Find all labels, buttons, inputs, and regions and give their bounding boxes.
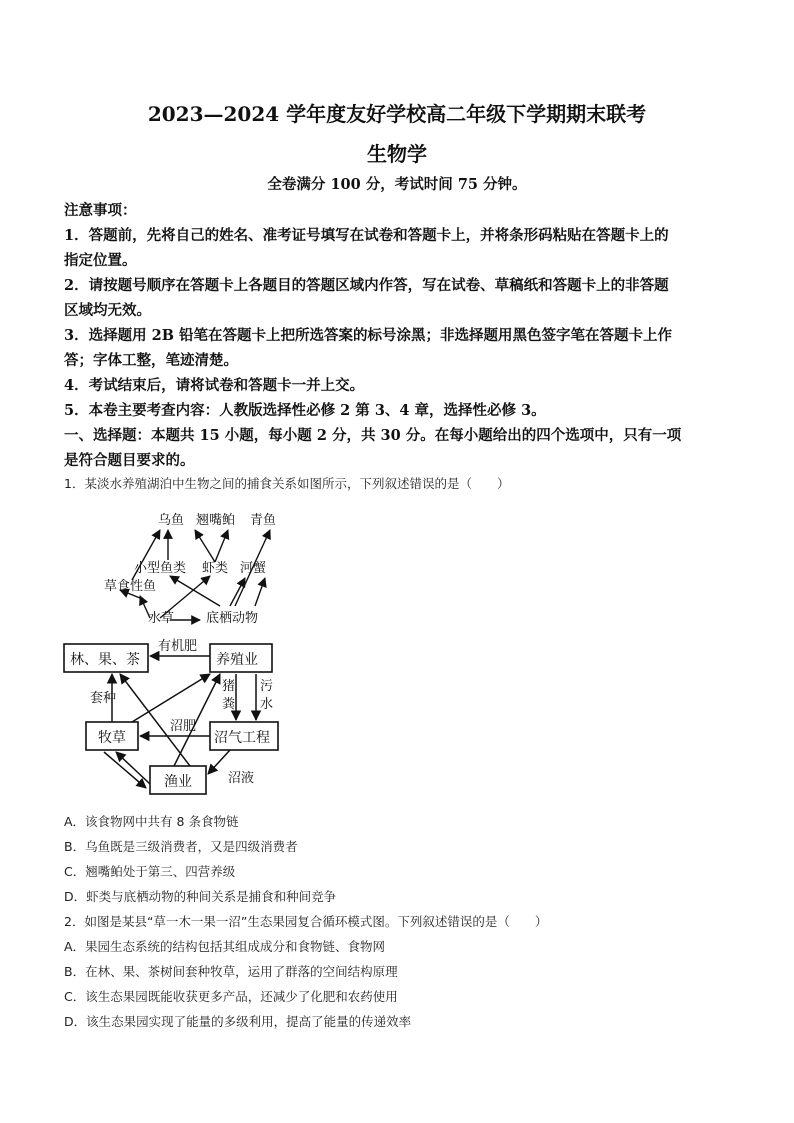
label-organic-fertilizer: 有机肥 xyxy=(158,639,198,654)
note-line: 5．本卷主要考查内容：人教版选择性必修 2 第 3、4 章，选择性必修 3。 xyxy=(64,402,546,419)
fw-herbivore: 草食性鱼 xyxy=(104,579,157,594)
question-1-stem: 1．某淡水养殖湖泊中生物之间的捕食关系如图所示，下列叙述错误的是（ ） xyxy=(64,476,510,491)
fw-top-2: 青鱼 xyxy=(250,513,277,528)
q2-option-b: B．在林、果、茶树间套种牧草，运用了群落的空间结构原理 xyxy=(64,964,398,979)
subject-title: 生物学 xyxy=(367,142,427,166)
notes-section xyxy=(64,198,734,473)
label-biogas-liquid: 沼液 xyxy=(228,771,255,786)
section-heading: 一、选择题：本题共 15 小题，每小题 2 分，共 30 分。在每小题给出的四个选项中，只有一项 xyxy=(64,427,682,444)
note-line: 1．答题前，先将自己的姓名、准考证号填写在试卷和答题卡上，并将条形码粘贴在答题卡上的 xyxy=(64,227,669,244)
q1-option-b: B．乌鱼既是三级消费者，又是四级消费者 xyxy=(64,839,298,854)
note-line: 区域均无效。 xyxy=(64,302,151,319)
score-time-line: 全卷满分 100 分，考试时间 75 分钟。 xyxy=(267,176,527,193)
note-line: 答；字体工整，笔迹清楚。 xyxy=(64,352,238,369)
box-livestock-label: 养殖业 xyxy=(216,652,258,668)
fw-top-0: 乌鱼 xyxy=(158,513,185,528)
page-title: 2023—2024 学年度友好学校高二年级下学期期末联考 xyxy=(147,102,647,126)
fw-base-1: 底栖动物 xyxy=(206,611,259,626)
note-line: 3．选择题用 2B 铅笔在答题卡上把所选答案的标号涂黑；非选择题用黑色签字笔在答题卡上作 xyxy=(64,327,673,344)
note-line: 2．请按题号顺序在答题卡上各题目的答题区域内作答，写在试卷、草稿纸和答题卡上的非答题 xyxy=(64,277,669,294)
label-pig-manure-a: 猪 xyxy=(222,679,236,694)
box-forest-label: 林、果、茶 xyxy=(70,652,140,668)
fw-mid-2: 河蟹 xyxy=(240,561,267,576)
q1-option-d: D．虾类与底栖动物的种间关系是捕食和种间竞争 xyxy=(64,889,337,904)
notes-heading: 注意事项： xyxy=(64,202,137,219)
label-sewage-b: 水 xyxy=(260,697,274,712)
food-web-labels xyxy=(104,512,276,626)
q2-option-c: C．该生态果园既能收获更多产品，还减少了化肥和农药使用 xyxy=(64,989,398,1004)
note-line: 指定位置。 xyxy=(64,252,137,269)
ecology-diagram xyxy=(60,498,360,810)
box-biogas-label: 沼气工程 xyxy=(214,730,270,746)
label-biogas-fertilizer: 沼肥 xyxy=(170,719,197,734)
note-line: 4．考试结束后，请将试卷和答题卡一并上交。 xyxy=(64,377,365,394)
box-pasture-label: 牧草 xyxy=(98,730,126,746)
label-pig-manure-b: 粪 xyxy=(222,697,236,712)
q1-option-c: C．翘嘴鲌处于第三、四营养级 xyxy=(64,864,236,879)
fw-mid-1: 虾类 xyxy=(202,561,229,576)
q1-option-a: A．该食物网中共有 8 条食物链 xyxy=(64,814,239,829)
label-sewage-a: 污 xyxy=(260,679,274,694)
label-intercrop: 套种 xyxy=(90,691,117,706)
fw-top-1: 翘嘴鲌 xyxy=(196,513,236,528)
fw-mid-0: 小型鱼类 xyxy=(134,561,187,576)
box-fishery-label: 渔业 xyxy=(164,774,192,790)
q2-option-d: D．该生态果园实现了能量的多级利用，提高了能量的传递效率 xyxy=(64,1014,412,1029)
question-2-stem: 2．如图是某县“草一木一果一沼”生态果园复合循环模式图。下列叙述错误的是（ ） xyxy=(64,914,548,929)
fw-base-0: 水草 xyxy=(148,611,175,626)
section-heading: 是符合题目要求的。 xyxy=(64,452,195,469)
q2-option-a: A．果园生态系统的结构包括其组成成分和食物链、食物网 xyxy=(64,939,386,954)
